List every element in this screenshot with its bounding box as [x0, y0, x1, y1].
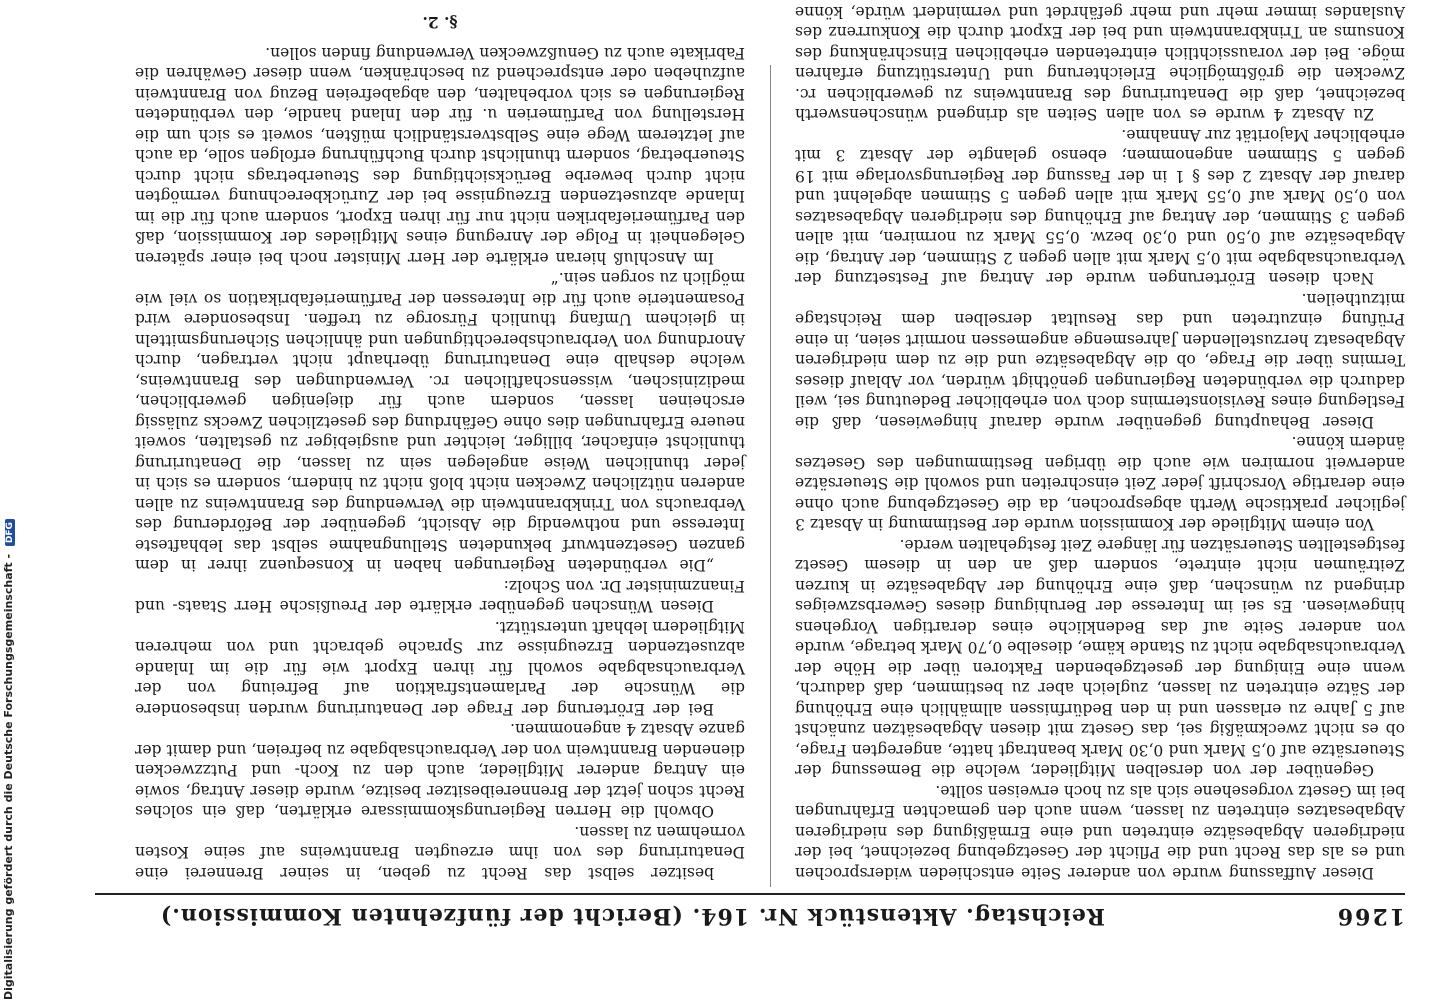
paragraph: Bei der Erörterung der Frage der Denaturirung wurden insbesondere die Wünsche der Parlamentsfraktion auf Befreiung von der Verbrauchsabgabe sowohl für ihren Export wie für die im Inlande abzusetzenden Erzeugnisse zur Sprache gebracht und von mehreren Mitgliedern lebhaft unterstützt. — [135, 618, 745, 718]
paragraph — [135, 0, 745, 2]
paragraph: Von einem Mitgliede der Kommission wurde der Bestimmung in Absatz 3 jeglicher praktische Werth abgesprochen, da die Gesetzgebung auch ohne eine derartige Vorschrift jeder Zeit einschreiten und sowohl die Steuersätze anderweit normiren wie auch die übrigen Bestimmungen des Gesetzes ändern könne. — [795, 433, 1405, 534]
credit-text: Digitalisierung gefördert durch die Deutsche Forschungsgemeinschaft - — [2, 553, 15, 1000]
paragraph: besitzer selbst das Recht zu geben, in seiner Brennerei eine Denaturirung des von ihm erzeugten Branntweins auf seine Kosten vornehmen zu lassen. — [135, 823, 745, 882]
paragraph: Obwohl die Herren Regierungskommissare erklärten, daß ein solches Recht schon jetzt der Brennereibesitzer besitze, wurde dieser Antrag, sowie ein Antrag anderer Mitglieder, auch den zu Koch- und Putzzwecken dienenden Branntwein von der Verbrauchsabgabe zu befreien, und damit der ganze Absatz 4 angenommen. — [135, 720, 745, 821]
paragraph: Gegenüber der von derselben Mitglieder, welche die Bemessung der Steuersätze auf 0,5 Mark und 0,30 Mark beantragt hatte, angeregten Frage, ob es nicht zweckmäßig sei, das Gesetz mit diesen Abgabesätzen zunächst auf 5 Jahre zu erlassen und in den Bedürfnissen allmählich eine Erhöhung der Sätze eintreten zu lassen, zugleich aber zu bestimmen, daß dadurch, wenn eine Einigung der gesetzgebenden Faktoren über die Höhe der Verbrauchsabgabe nicht zu Stande käme, dieselbe 0,70 Mark betrage, wurde von anderer Seite auf das Bedenkliche eines derartigen Vorgehens hingewiesen. Es sei im Interesse der Beruhigung dieses Gewerbszweiges dringend zu wünschen, daß eine Erhöhung der Abgabesätze in kurzen Zeiträumen nicht eintrete, sondern daß an den in diesem Gesetz festgestellten Steuersätzen für längere Zeit festgehalten werde. — [795, 536, 1405, 780]
running-header — [95, 893, 1405, 935]
paragraph: Im Anschluß hieran erklärte der Herr Minister noch bei einer späteren Gelegenheit in Folge der Anregung eines Mitgliedes der Kommission, daß den Parfümeriefabriken nicht nur für ihren Export, sondern auch für die im Inlande abzusetzenden Erzeugnisse bei der Zurückberechnung vermögten nicht durch bewerbe Berücksichtigung des Steuerbetrags nicht durch Steuerbetrag, sondern thunlichst durch Buchführung erfolgen solle, da auch auf letzterem Wege eine Selbstverständlich müßten, soweit es sich um die Herstellung von Parfümerien u. für den Inland handle, den verbündeten Regierungen es sich vorbehalten, den abgabefreien Bezug von Branntwein aufzuheben oder entsprechend zu beschränken, wenn dieser Gewähren die Fabrikate auch zu Genußzwecken Verwendung finden sollen. — [135, 44, 745, 267]
quoted-statement: „Die verbündeten Regierungen haben in Konsequenz ihrer in dem ganzen Gesetzentwurf bekundeten Stellungnahme selbst das lebhafteste Interesse und nothwendig die Absicht, gegenüber der Beförderung des Verbrauchs von Trinkbranntwein die Verwendung des Branntweins zu allen anderen nützlichen Zwecken nicht bloß nicht zu hindern, sondern es sich in jeder thunlichen Weise angelegen sein zu lassen, die Denaturirung thunlichst einfacher, billiger, leichter und ausgiebiger zu gestalten, soweit neuere Erfahrungen dies ohne Gefährdung des gesetzlichen Zwecks zulässig erscheinen lassen, sondern auch für diejenigen gewerblichen, medizinischen, wissenschaftlichen rc. Verwendungen des Branntweins, welche deshalb eine Denaturirung überhaupt nicht vertragen, durch Anordnung von Verbrauchsberechtigungen und ähnlichen Sicherungsmitteln in gleichem Umfang thunlich Fürsorge zu treffen. Insbesondere wird Posamenterie auch für die Interessen der Parfümeriefabrikation so viel wie möglich zu sorgen sein.“ — [135, 269, 745, 575]
paragraph: Dieser Behauptung gegenüber wurde darauf hingewiesen, daß die Festlegung eines Revisionstermins doch von erheblicher Bedeutung sei, weil dadurch die verbündeten Regierungen genöthigt würden, vor Ablauf dieses Termins über die Frage, ob die Abgabesätze und die zu dem niedrigeren Abgabesatz herzustellenden Jahresmenge angemessen normirt seien, in eine Prüfung einzutreten und das Resultat derselben dem Reichstage mitzutheilen. — [795, 290, 1405, 431]
paragraph: Diesen Wünschen gegenüber erklärte der Preußische Herr Staats- und Finanzminister Dr. von Scholz: — [135, 577, 745, 616]
rotated-page-content — [95, 3, 1405, 935]
paragraph: Zu Absatz 4 wurde es von allen Seiten als dringend wünschenswerth bezeichnet, daß die Denaturirung des Branntweins zu gewerblichen rc. Zwecken die größtmögliche Erleichterung und Unterstützung erfahren möge. Bei der voraussichtlich eintretenden erheblichen Einschränkung des Konsums an Trinkbranntwein und bei der Export durch die Konkurrenz des Auslandes immer mehr und mehr gefährdet und vermindert würde, könne — [795, 3, 1405, 124]
column-divider — [770, 65, 771, 887]
page-number: 1266 — [1335, 903, 1405, 929]
digitization-credit — [2, 519, 15, 1000]
paragraph: Nach diesen Erörterungen wurde der Antrag auf Festsetzung der Verbrauchsabgabe mit 0,5 Mark mit allen gegen 2 Stimmen, der Antrag, die Abgabesätze auf 0,50 und 0,30 bezw. 0,55 Mark zu normiren, mit allen gegen 3 Stimmen, der Antrag auf Erhöhung des niedrigeren Abgabesatzes von 0,50 Mark auf 0,55 Mark mit allen gegen 5 Stimmen abgelehnt und darauf der Absatz 2 des § 1 in der Fassung der Regierungsvorlage mit 19 gegen 5 Stimmen angenommen; ebenso gelangte der Absatz 3 mit erheblicher Majorität zur Annahme. — [795, 126, 1405, 288]
running-title: Reichstag. Aktenstück Nr. 164. (Bericht der fünfzehnten Kommission.) — [159, 903, 1105, 929]
paragraph: Dieser Auffassung wurde von anderer Seite entschieden widersprochen und es als das Recht und die Pflicht der Gesetzgebung bezeichnet, bei der niedrigeren Abgabesätze eintreten und eine Ermäßigung des niedrigeren Abgabesatzes eintreten zu lassen, wenn auch den gemachten Erfahrungen bei im Gesetz vorgesehene sich als zu hoch erweisen sollte. — [795, 782, 1405, 882]
section-heading: §. 2. — [422, 13, 458, 33]
dfg-logo: DFG — [5, 519, 15, 546]
right-column — [135, 13, 745, 883]
left-column — [795, 3, 1405, 883]
